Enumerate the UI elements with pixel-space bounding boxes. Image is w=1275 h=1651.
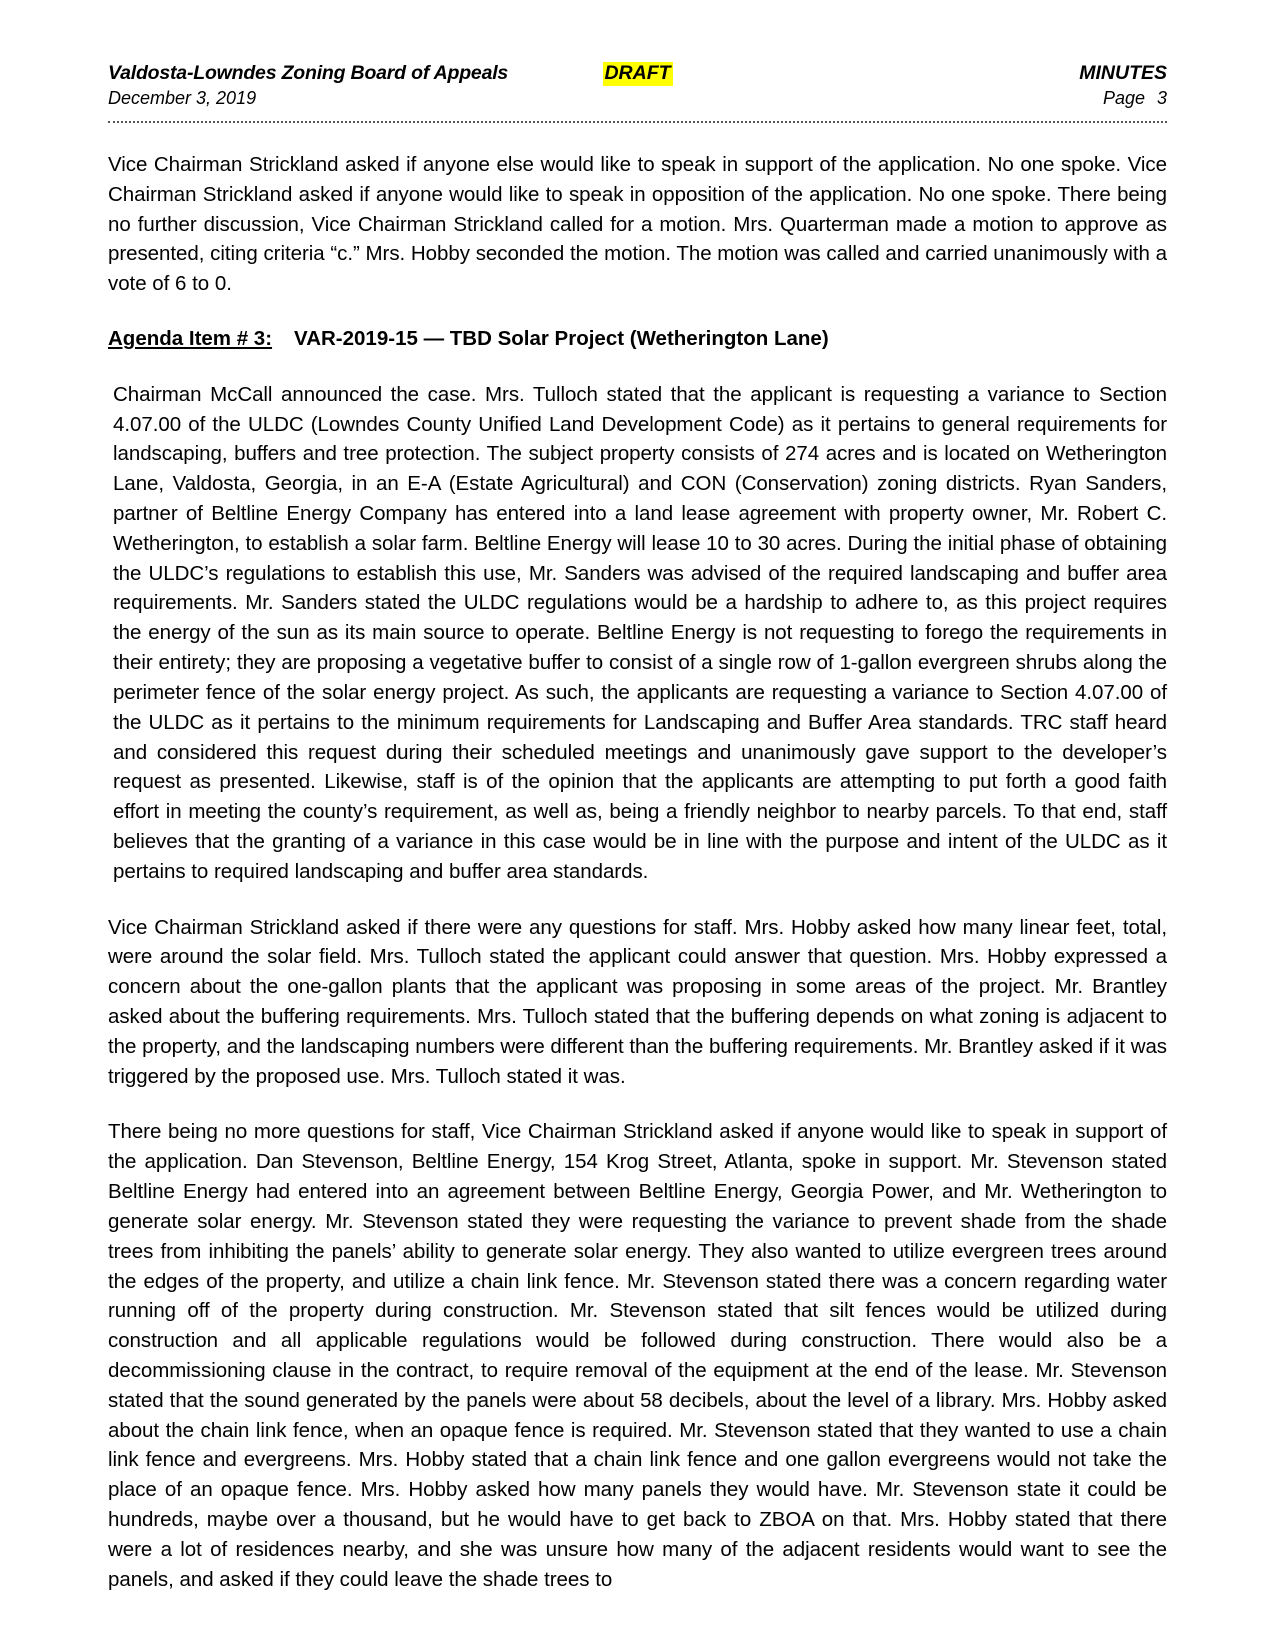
header-divider bbox=[108, 121, 1167, 123]
agenda-item-heading bbox=[108, 325, 1167, 354]
page-header bbox=[108, 62, 1167, 124]
meeting-date: December 3, 2019 bbox=[108, 87, 257, 108]
document-type: MINUTES bbox=[1079, 62, 1167, 84]
paragraph-public-support: There being no more questions for staff, Vice Chairman Strickland asked if anyone would like to speak in support of the application. Dan Stevenson, Beltline Energy, 154 Krog Street, Atlanta, spoke in support. Mr. Stevenson stated Beltline Energy had entered into an agreement between Beltline Energy, Georgia Power, and Mr. Wetherington to generate solar energy. Mr. Stevenson stated they were requesting the variance to prevent shade from the shade trees from inhibiting the panels’ ability to generate solar energy. They also wanted to utilize evergreen trees around the edges of the property, and utilize a chain link fence. Mr. Stevenson stated there was a concern regarding water running off of the property during construction. Mr. Stevenson stated that silt fences would be utilized during construction and all applicable regulations would be followed during construction. There would also be a decommissioning clause in the contract, to require removal of the equipment at the end of the lease. Mr. Stevenson stated that the sound generated by the panels were about 58 decibels, about the level of a library. Mrs. Hobby asked about the chain link fence, when an opaque fence is required. Mr. Stevenson stated that they wanted to use a chain link fence and evergreens. Mrs. Hobby stated that a chain link fence and one gallon evergreens would not take the place of an opaque fence. Mrs. Hobby asked how many panels they would have. Mr. Stevenson state it could be hundreds, maybe over a thousand, but he would have to get back to ZBOA on that. Mrs. Hobby stated that there were a lot of residences nearby, and she was unsure how many of the adjacent residents would want to see the panels, and asked if they could leave the shade trees to bbox=[108, 1120, 1167, 1591]
organization-title: Valdosta-Lowndes Zoning Board of Appeals bbox=[108, 62, 509, 84]
agenda-item-title: VAR-2019-15 — TBD Solar Project (Wetherington Lane) bbox=[294, 327, 829, 351]
document-body bbox=[108, 150, 1167, 1594]
page-label: Page bbox=[1102, 87, 1145, 108]
paragraph-motion-vote: Vice Chairman Strickland asked if anyone else would like to speak in support of the application. No one spoke. Vice Chairman Strickland asked if anyone would like to speak in opposition of the application. No one spoke. There being no further discussion, Vice Chairman Strickland called for a motion. Mrs. Quarterman made a motion to approve as presented, citing criteria “c.” Mrs. Hobby seconded the motion. The motion was called and carried unanimously with a vote of 6 to 0. bbox=[108, 153, 1167, 296]
header-second-row bbox=[108, 88, 1167, 109]
paragraph-case-description: Chairman McCall announced the case. Mrs. Tulloch stated that the applicant is requesting a variance to Section 4.07.00 of the ULDC (Lowndes County Unified Land Development Code) as it pertains to general requirements for landscaping, buffers and tree protection. The subject property consists of 274 acres and is located on Wetherington Lane, Valdosta, Georgia, in an E-A (Estate Agricultural) and CON (Conservation) zoning districts. Ryan Sanders, partner of Beltline Energy Company has entered into a land lease agreement with property owner, Mr. Robert C. Wetherington, to establish a solar farm. Beltline Energy will lease 10 to 30 acres. During the initial phase of obtaining the ULDC’s regulations to establish this use, Mr. Sanders was advised of the required landscaping and buffer area requirements. Mr. Sanders stated the ULDC regulations would be a hardship to adhere to, as this project requires the energy of the sun as its main source to operate. Beltline Energy is not requesting to forego the requirements in their entirety; they are proposing a vegetative buffer to consist of a single row of 1-gallon evergreen shrubs along the perimeter fence of the solar energy project. As such, the applicants are requesting a variance to Section 4.07.00 of the ULDC as it pertains to the minimum requirements for Landscaping and Buffer Area standards. TRC staff heard and considered this request during their scheduled meetings and unanimously gave support to the developer’s request as presented. Likewise, staff is of the opinion that the applicants are attempting to put forth a good faith effort in meeting the county’s requirement, as well as, being a friendly neighbor to nearby parcels. To that end, staff believes that the granting of a variance in this case would be in line with the purpose and intent of the ULDC as it pertains to required landscaping and buffer area standards. bbox=[113, 382, 1167, 883]
page-indicator bbox=[1103, 88, 1167, 109]
agenda-item-label: Agenda Item # 3: bbox=[108, 327, 273, 351]
paragraph-staff-questions: Vice Chairman Strickland asked if there were any questions for staff. Mrs. Hobby asked how many linear feet, total, were around the solar field. Mrs. Tulloch stated the applicant could answer that question. Mrs. Hobby expressed a concern about the one-gallon plants that the applicant was proposing in some areas of the project. Mr. Brantley asked about the buffering requirements. Mrs. Tulloch stated that the buffering depends on what zoning is adjacent to the property, and the landscaping numbers were different than the buffering requirements. Mr. Brantley asked if it was triggered by the proposed use. Mrs. Tulloch stated it was. bbox=[108, 915, 1167, 1088]
draft-stamp: DRAFT bbox=[604, 62, 671, 84]
header-top-row bbox=[108, 62, 1167, 86]
page-number: 3 bbox=[1156, 87, 1167, 108]
